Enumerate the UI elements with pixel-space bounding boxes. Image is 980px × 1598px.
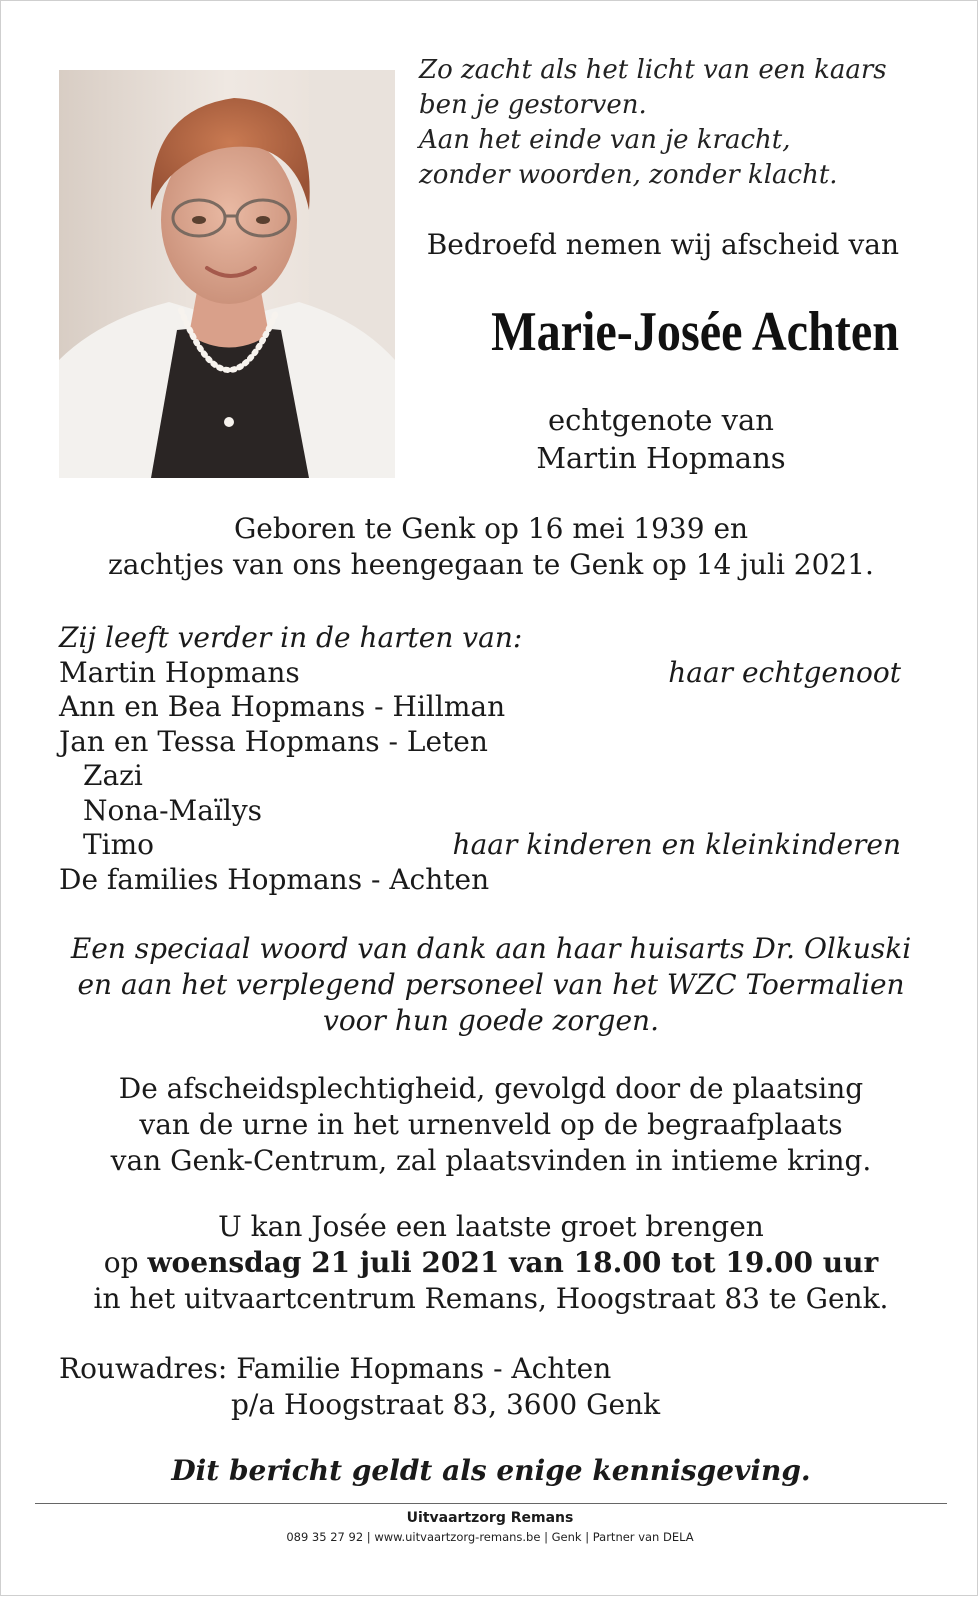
visitation-block: [41, 1209, 941, 1317]
spouse-block: [431, 401, 891, 477]
ceremony-line: van de urne in het urnenveld op de begraafplaats: [139, 1108, 843, 1141]
survivor-name: Timo: [83, 828, 155, 861]
list-item: [59, 656, 901, 691]
closing-note: Dit bericht geldt als enige kennisgeving.: [171, 1454, 811, 1487]
survivors-list: [59, 621, 901, 897]
list-item: [59, 863, 901, 898]
spouse-name: Martin Hopmans: [536, 441, 786, 475]
footer-divider: [35, 1503, 947, 1504]
poem: [419, 53, 919, 193]
survivor-name: Nona-Maïlys: [83, 793, 263, 827]
spouse-relation: echtgenote van: [548, 403, 774, 437]
thanks-line: Een speciaal woord van dank aan haar huisarts Dr. Olkuski: [70, 932, 912, 965]
poem-line: Aan het einde van je kracht,: [419, 125, 791, 155]
survivor-name: Martin Hopmans: [59, 655, 300, 689]
list-item: [59, 690, 901, 725]
intro-text: Bedroefd nemen wij afscheid van: [426, 228, 899, 261]
ceremony-line: van Genk-Centrum, zal plaatsvinden in intieme kring.: [110, 1144, 872, 1177]
birth-death-block: [41, 511, 941, 583]
address-line: Rouwadres: Familie Hopmans - Achten: [59, 1352, 612, 1385]
visitation-date-line: [41, 1245, 941, 1281]
list-item: [59, 759, 901, 794]
survivor-name: Zazi: [83, 759, 143, 792]
survivors-heading: Zij leeft verder in de harten van:: [59, 621, 523, 654]
portrait-illustration: [59, 70, 395, 478]
portrait-photo: [59, 70, 395, 478]
survivor-name: Ann en Bea Hopmans - Hillman: [59, 690, 506, 723]
ceremony-block: [41, 1071, 941, 1179]
thanks-line: voor hun goede zorgen.: [323, 1004, 659, 1037]
visitation-date: woensdag 21 juli 2021 van 18.00 tot 19.00 uur: [147, 1246, 879, 1279]
survivor-relation: haar echtgenoot: [668, 655, 901, 689]
visitation-line: U kan Josée een laatste groet brengen: [218, 1210, 764, 1243]
visitation-location: in het uitvaartcentrum Remans, Hoogstraat 83 te Genk.: [93, 1282, 889, 1315]
list-item: [59, 725, 901, 760]
birth-line: Geboren te Genk op 16 mei 1939 en: [233, 512, 749, 545]
death-line: zachtjes van ons heengegaan te Genk op 14 juli 2021.: [108, 548, 874, 581]
poem-line: zonder woorden, zonder klacht.: [419, 160, 838, 190]
address-line: p/a Hoogstraat 83, 3600 Genk: [231, 1388, 661, 1421]
survivor-name: De families Hopmans - Achten: [59, 862, 490, 896]
thanks-block: [41, 931, 941, 1039]
thanks-line: en aan het verplegend personeel van het WZC Toermalien: [77, 968, 905, 1001]
survivor-name: Jan en Tessa Hopmans - Leten: [59, 724, 488, 758]
mourning-address: [59, 1351, 901, 1423]
ceremony-line: De afscheidsplechtigheid, gevolgd door de plaatsing: [118, 1072, 864, 1105]
funeral-home-name: Uitvaartzorg Remans: [406, 1510, 574, 1526]
poem-line: Zo zacht als het licht van een kaars: [419, 55, 887, 85]
list-item: [59, 794, 901, 829]
deceased-name: Marie-Josée Achten: [491, 301, 899, 363]
poem-line: ben je gestorven.: [419, 90, 647, 120]
visitation-prefix: op: [103, 1246, 148, 1279]
funeral-home-contact: 089 35 27 92 | www.uitvaartzorg-remans.be | Genk | Partner van DELA: [286, 1530, 694, 1544]
survivor-relation: haar kinderen en kleinkinderen: [452, 828, 901, 861]
list-item: [59, 828, 901, 863]
